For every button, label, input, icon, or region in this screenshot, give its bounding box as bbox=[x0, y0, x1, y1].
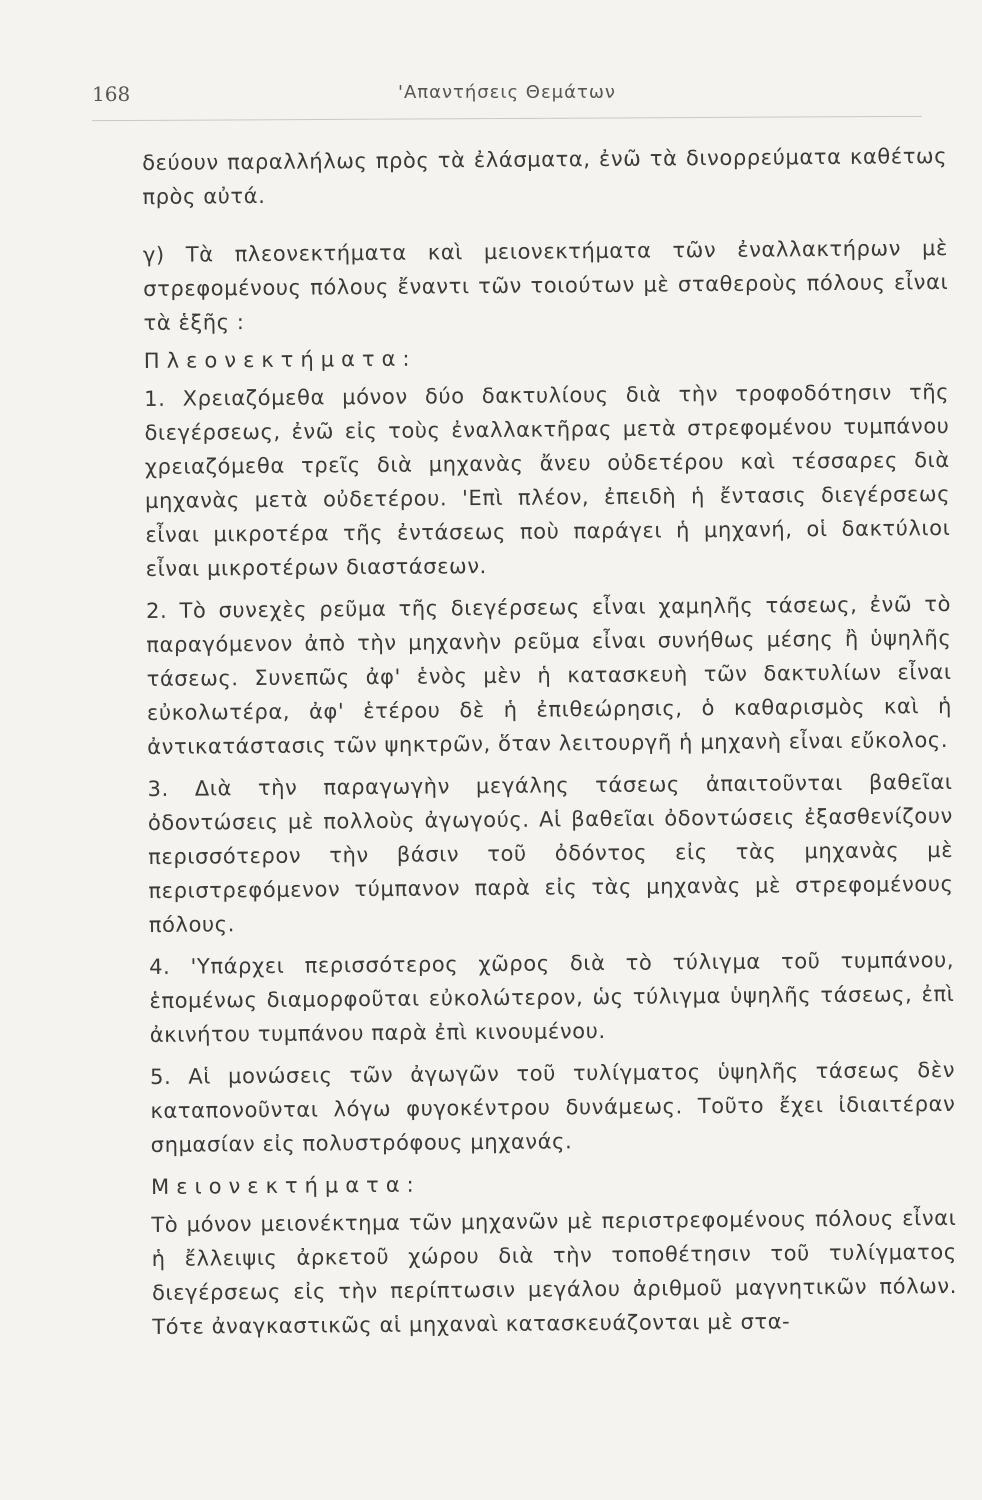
page-number: 168 bbox=[92, 82, 131, 106]
header-rule bbox=[92, 116, 922, 121]
advantage-item-1: 1. Χρειαζόμεθα μόνον δύο δακτυλίους διὰ τὴν τροφοδότησιν τῆς διεγέρσεως, ἐνῶ εἰς τοὺς ἐναλλακτῆρας μετὰ στρεφομένου τυμπάνου χρειαζόμεθα τρεῖς διὰ μηχανὰς ἄνευ οὐδετέρου καὶ τέσσαρες διὰ μηχανὰς μετὰ οὐδετέρου. 'Επὶ πλέον, ἐπειδὴ ἡ ἔντασις διεγέρσεως εἶναι μικροτέρα τῆς ἐντάσεως ποὺ παράγει ἡ μηχανή, οἱ δακτύλιοι εἶναι μικροτέρων διαστάσεων. bbox=[144, 379, 951, 581]
page-header bbox=[92, 82, 922, 116]
paragraph-gamma: γ) Τὰ πλεονεκτήματα καὶ μειονεκτήματα τῶν ἐναλλακτήρων μὲ στρεφομένους πόλους ἔναντι τῶν τοιούτων μὲ σταθεροὺς πόλους εἶναι τὰ ἑξῆς : bbox=[142, 235, 949, 335]
continuation-paragraph: δεύουν παραλλήλως πρὸς τὰ ἐλάσματα, ἐνῶ τὰ δινορρεύματα καθέτως πρὸς αὐτά. bbox=[142, 143, 948, 209]
advantage-item-2: 2. Τὸ συνεχὲς ρεῦμα τῆς διεγέρσεως εἶναι χαμηλῆς τάσεως, ἐνῶ τὸ παραγόμενον ἀπὸ τὴν μηχανὴν ρεῦμα εἶναι συνήθως μέσης ἢ ὑψηλῆς τάσεως. Συνεπῶς ἀφ' ἑνὸς μὲν ἡ κατασκευὴ τῶν δακτυλίων εἶναι εὐκολωτέρα, ἀφ' ἑτέρου δὲ ἡ ἐπιθεώρησις, ὁ καθαρισμὸς καὶ ἡ ἀντικατάστασις τῶν ψηκτρῶν, ὅταν λειτουργῆ ἡ μηχανὴ εἶναι εὔκολος. bbox=[145, 591, 953, 759]
advantage-item-5: 5. Αἱ μονώσεις τῶν ἀγωγῶν τοῦ τυλίγματος ὑψηλῆς τάσεως δὲν καταπονοῦνται λόγω φυγοκέντρου δυνάμεως. Τοῦτο ἔχει ἰδιαιτέραν σημασίαν εἰς πολυστρόφους μηχανάς. bbox=[150, 1057, 956, 1157]
advantages-heading: Πλεονεκτήματα: bbox=[143, 346, 417, 373]
running-title: 'Απαντήσεις Θεμάτων bbox=[398, 82, 616, 103]
advantage-item-3: 3. Διὰ τὴν παραγωγὴν μεγάλης τάσεως ἀπαιτοῦνται βαθεῖαι ὀδοντώσεις μὲ πολλοὺς ἀγωγούς. Αἱ βαθεῖαι ὀδοντώσεις ἐξασθενίζουν περισσότερον τὴν βάσιν τοῦ ὀδόντος εἰς τὰς μηχανὰς μὲ περιστρεφόμενον τύμπανον παρὰ εἰς τὰς μηχανὰς μὲ στρεφομένους πόλους. bbox=[147, 769, 954, 937]
advantage-item-4: 4. 'Υπάρχει περισσότερος χῶρος διὰ τὸ τύλιγμα τοῦ τυμπάνου, ἑπομένως διαμορφοῦται εὐκολώτερον, ὡς τύλιγμα ὑψηλῆς τάσεως, ἐπὶ ἀκινήτου τυμπάνου παρὰ ἐπὶ κινουμένου. bbox=[149, 947, 955, 1047]
page-body bbox=[142, 139, 957, 1352]
disadvantages-paragraph: Τὸ μόνον μειονέκτημα τῶν μηχανῶν μὲ περιστρεφομένους πόλους εἶναι ἡ ἔλλειψις ἀρκετοῦ χώρου διὰ τὴν τοποθέτησιν τοῦ τυλίγματος διεγέρσεως εἰς τὴν περίπτωσιν μεγάλου ἀριθμοῦ μαγνητικῶν πόλων. Τότε ἀναγκαστικῶς αἱ μηχαναὶ κατασκευάζονται μὲ στα- bbox=[151, 1205, 958, 1339]
disadvantages-heading: Μειονεκτήματα: bbox=[150, 1172, 421, 1199]
